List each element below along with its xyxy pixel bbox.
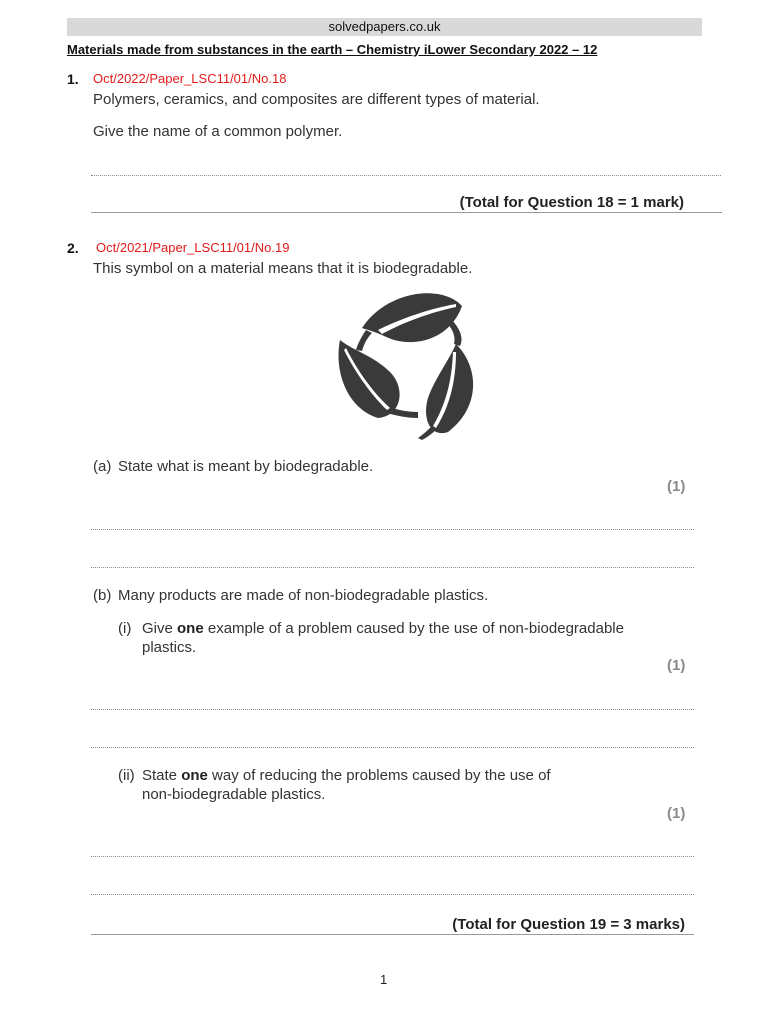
site-name: solvedpapers.co.uk <box>328 19 441 34</box>
part-a-label: (a) <box>93 458 112 475</box>
answer-line <box>91 894 694 895</box>
question-2-number: 2. <box>67 240 79 256</box>
part-b-ii-mark: (1) <box>667 805 686 822</box>
answer-line <box>91 709 694 710</box>
part-a-mark: (1) <box>667 478 686 495</box>
answer-line <box>91 856 694 857</box>
part-b-i-question-cont: plastics. <box>142 639 197 656</box>
part-b-statement: Many products are made of non-biodegradable plastics. <box>118 587 489 604</box>
question-2-intro: This symbol on a material means that it is biodegradable. <box>93 260 473 277</box>
question-1-separator <box>91 212 722 213</box>
site-banner <box>67 18 702 36</box>
page-number: 1 <box>380 972 388 987</box>
answer-line <box>91 529 694 530</box>
question-2-reference: Oct/2021/Paper_LSC11/01/No.19 <box>96 240 290 255</box>
question-2-total: (Total for Question 19 = 3 marks) <box>452 916 685 933</box>
question-1-number: 1. <box>67 71 79 87</box>
part-b-ii-question-cont: non-biodegradable plastics. <box>142 786 326 803</box>
answer-line <box>91 747 694 748</box>
question-1-reference: Oct/2022/Paper_LSC11/01/No.18 <box>93 71 287 86</box>
question-1-total: (Total for Question 18 = 1 mark) <box>459 194 684 211</box>
emphasis-one: one <box>177 620 204 637</box>
part-b-i-question: Give one example of a problem caused by the use of non-biodegradable <box>142 620 624 637</box>
part-b-ii-label: (ii) <box>118 767 135 784</box>
answer-line <box>91 567 694 568</box>
emphasis-one: one <box>181 767 208 784</box>
answer-line <box>91 175 721 176</box>
question-2-separator <box>91 934 694 935</box>
part-b-i-label: (i) <box>118 620 132 637</box>
part-a-question: State what is meant by biodegradable. <box>118 458 374 475</box>
question-1-prompt: Give the name of a common polymer. <box>93 123 343 140</box>
document-title: Materials made from substances in the earth – Chemistry iLower Secondary 2022 – 12 <box>67 42 598 57</box>
part-b-ii-question: State one way of reducing the problems caused by the use of <box>142 767 551 784</box>
part-b-label: (b) <box>93 587 112 604</box>
question-1-statement: Polymers, ceramics, and composites are different types of material. <box>93 91 540 108</box>
part-b-i-mark: (1) <box>667 657 686 674</box>
biodegradable-leaves-icon <box>332 288 482 440</box>
